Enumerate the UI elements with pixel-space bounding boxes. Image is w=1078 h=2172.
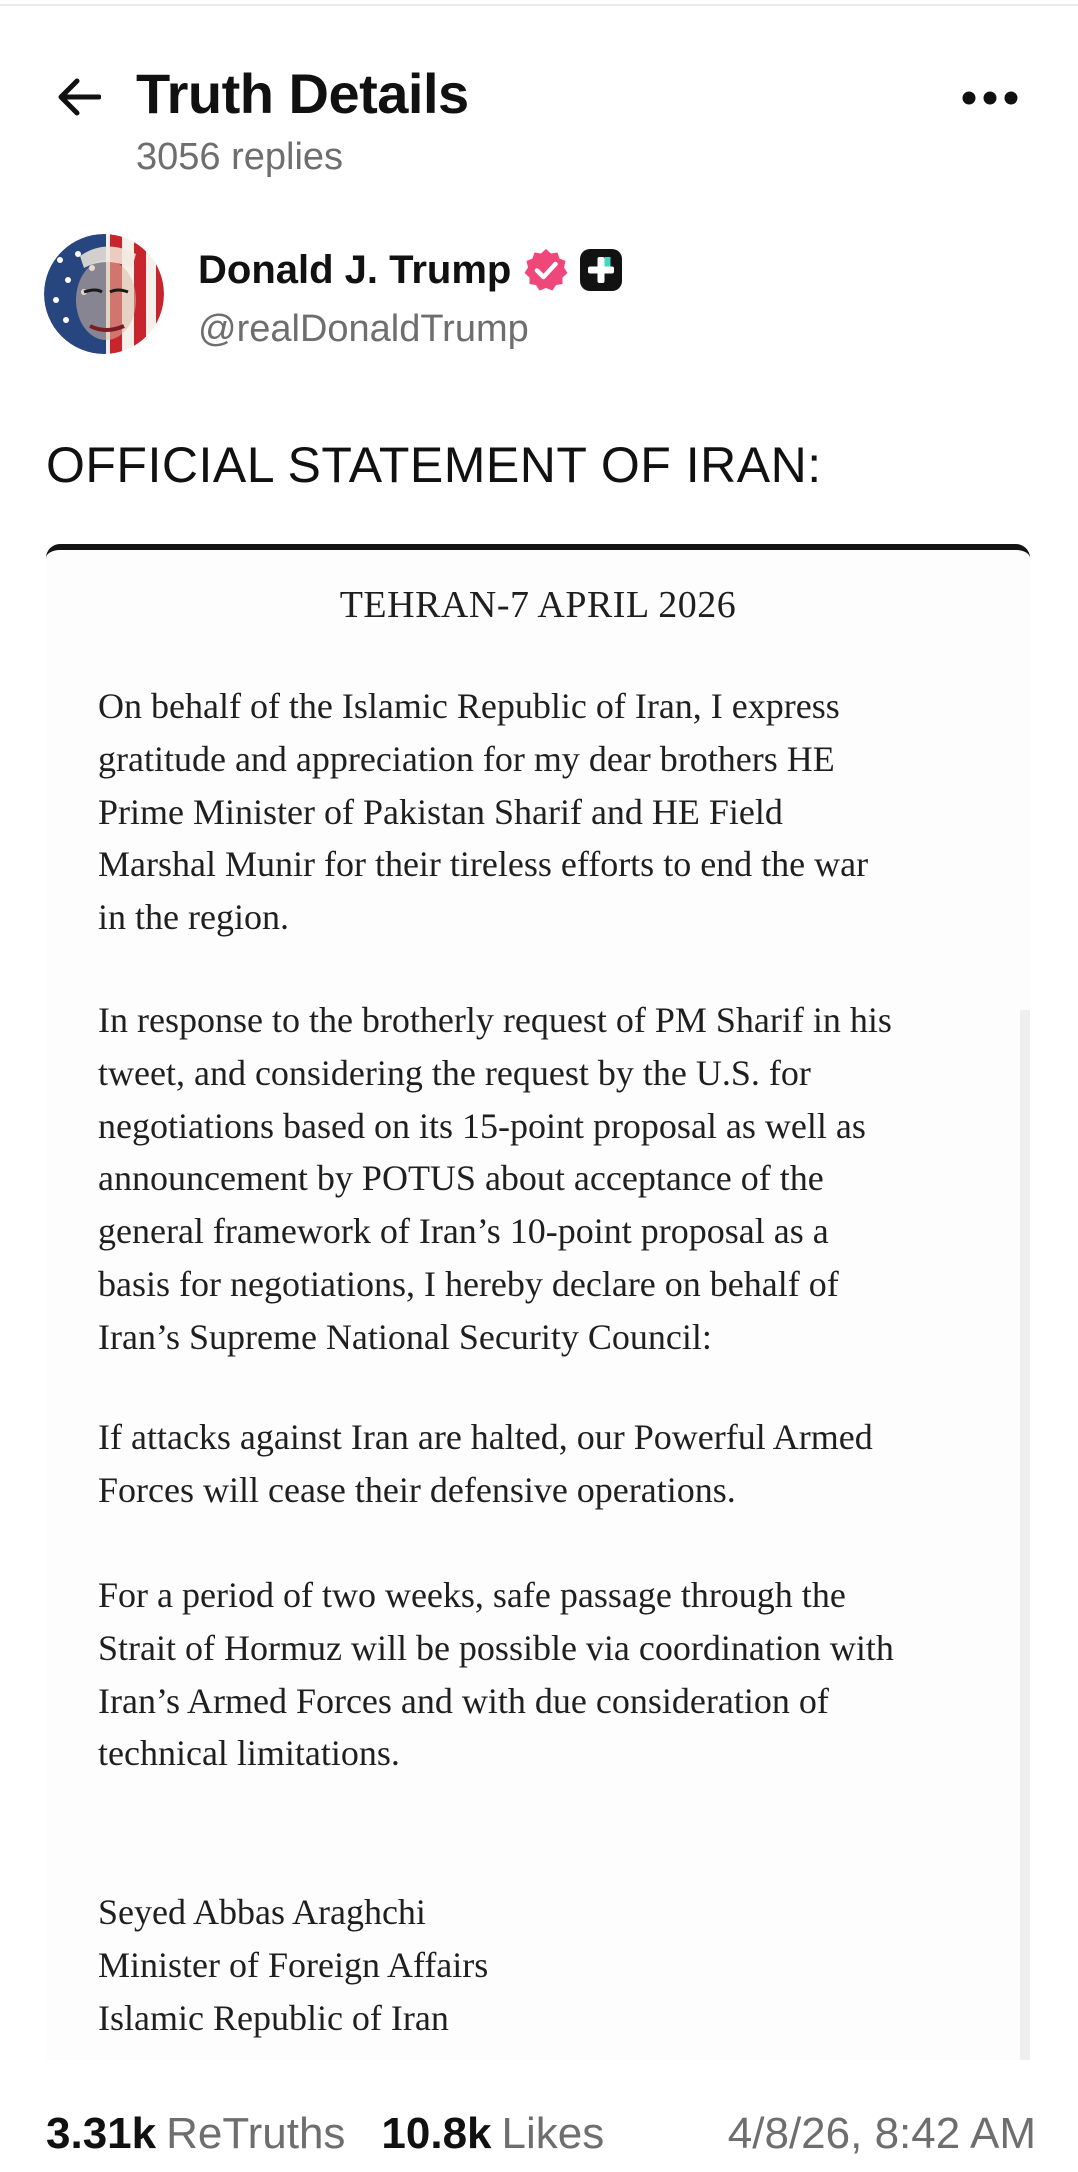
- text-line: tweet, and considering the request by the U.S. for: [98, 1052, 811, 1093]
- text-line: Iran’s Armed Forces and with due consideration of: [98, 1680, 829, 1721]
- text-line: gratitude and appreciation for my dear brothers HE: [98, 738, 835, 779]
- signatory-title: Minister of Foreign Affairs: [98, 1944, 489, 1985]
- text-line: negotiations based on its 15-point proposal as well as: [98, 1105, 866, 1146]
- text-line: technical limitations.: [98, 1733, 400, 1774]
- image-edge-shadow: [1020, 1010, 1030, 2060]
- text-line: In response to the brotherly request of PM Sharif in his: [98, 1000, 892, 1040]
- truth-plus-badge-icon: [579, 248, 623, 292]
- display-name[interactable]: Donald J. Trump: [198, 248, 512, 292]
- post-stats: [46, 2104, 1036, 2164]
- avatar-image: [44, 234, 164, 354]
- text-line: Iran’s Supreme National Security Council:: [98, 1316, 712, 1357]
- text-line: If attacks against Iran are halted, our Powerful Armed: [98, 1417, 873, 1457]
- text-line: basis for negotiations, I hereby declare on behalf of: [98, 1263, 839, 1304]
- retruths-stat[interactable]: [46, 2104, 345, 2164]
- user-handle[interactable]: @realDonaldTrump: [198, 308, 529, 350]
- page-header: [0, 50, 1078, 190]
- reply-count: 3056 replies: [136, 136, 344, 178]
- statement-paragraph-3: [98, 1411, 998, 1517]
- text-line: Marshal Munir for their tireless efforts to end the war: [98, 844, 869, 885]
- likes-label: Likes: [501, 2109, 605, 2158]
- text-line: Prime Minister of Pakistan Sharif and HE Field: [98, 791, 783, 832]
- text-line: For a period of two weeks, safe passage through the: [98, 1575, 846, 1615]
- arrow-left-icon: [57, 77, 101, 117]
- post-timestamp: 4/8/26, 8:42 AM: [727, 2109, 1036, 2158]
- signatory-organization: Islamic Republic of Iran: [98, 1997, 449, 2038]
- avatar[interactable]: [44, 234, 164, 354]
- text-line: Forces will cease their defensive operations.: [98, 1469, 736, 1510]
- statement-paragraph-4: [98, 1569, 998, 1780]
- post-image-statement[interactable]: [46, 544, 1030, 2060]
- post-text: OFFICIAL STATEMENT OF IRAN:: [46, 437, 822, 493]
- likes-stat[interactable]: [381, 2104, 604, 2164]
- display-name-row: [198, 242, 623, 298]
- text-line: announcement by POTUS about acceptance of the: [98, 1158, 824, 1199]
- page-title: Truth Details: [136, 62, 469, 125]
- signatory-name: Seyed Abbas Araghchi: [98, 1892, 426, 1932]
- text-line: On behalf of the Islamic Republic of Iran, I express: [98, 686, 840, 726]
- retruths-count: 3.31k: [46, 2109, 157, 2158]
- statement-dateline: TEHRAN-7 APRIL 2026: [339, 584, 737, 626]
- top-divider: [0, 0, 1078, 6]
- text-line: general framework of Iran’s 10-point proposal as a: [98, 1211, 829, 1252]
- statement-paragraph-2: [98, 994, 998, 1364]
- text-line: in the region.: [98, 897, 289, 938]
- likes-count: 10.8k: [381, 2109, 492, 2158]
- back-button[interactable]: [48, 66, 110, 128]
- verified-badge-icon: [523, 247, 569, 293]
- more-options-button[interactable]: [950, 78, 1030, 118]
- text-line: Strait of Hormuz will be possible via coordination with: [98, 1627, 894, 1668]
- statement-paragraph-1: [98, 680, 998, 944]
- retruths-label: ReTruths: [166, 2109, 346, 2158]
- statement-signature: [98, 1886, 998, 2044]
- post-author: [0, 230, 1078, 360]
- more-horizontal-icon: [962, 91, 1018, 105]
